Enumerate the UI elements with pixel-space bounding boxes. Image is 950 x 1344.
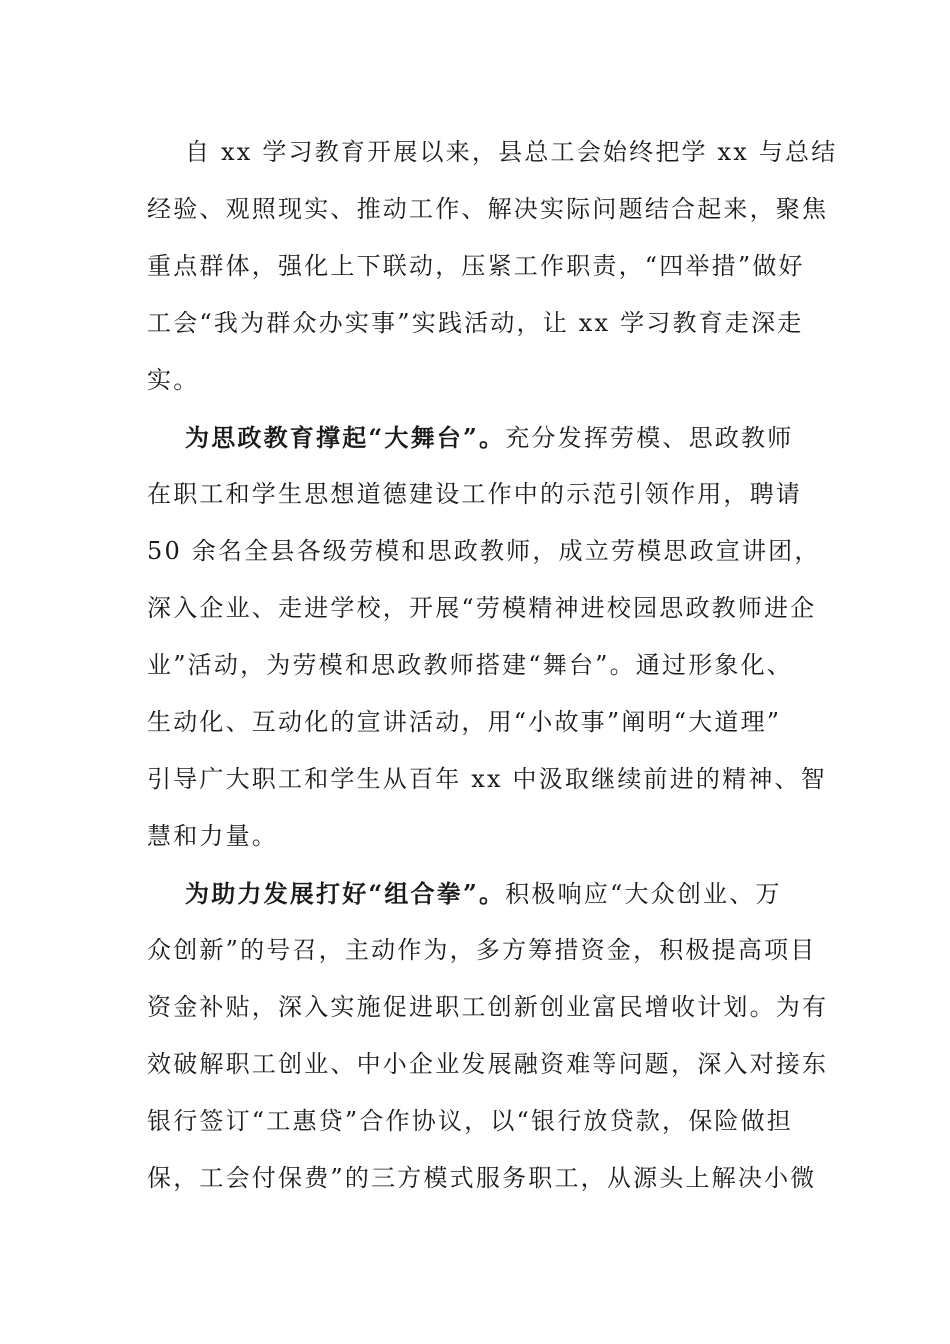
text-line [147, 409, 807, 466]
text-line: 经验、观照现实、推动工作、解决实际问题结合起来，聚焦 [147, 195, 829, 223]
text-line: 效破解职工创业、中小企业发展融资难等问题，深入对接东 [147, 1050, 829, 1078]
text-line: 在职工和学生思想道德建设工作中的示范引领作用，聘请 [147, 480, 802, 508]
paragraph-heading: 为思政教育撑起“大舞台”。 [185, 423, 506, 452]
text-span: 积极响应“大众创业、万 [505, 880, 782, 908]
text-span: 充分发挥劳模、思政教师 [505, 424, 794, 452]
text-line: 自 xx 学习教育开展以来，县总工会始终把学 xx 与总结 [185, 138, 838, 166]
text-line: 保，工会付保费”的三方模式服务职工，从源头上解决小微 [147, 1164, 817, 1192]
document-page [147, 124, 838, 1207]
text-line: 慧和力量。 [147, 822, 278, 850]
text-line: 引导广大职工和学生从百年 xx 中汲取继续前进的精神、智 [147, 765, 827, 793]
paragraph-development [147, 865, 829, 1207]
text-line: 实。 [147, 366, 200, 394]
paragraph-intro [147, 124, 838, 409]
text-line: 50 余名全县各级劳模和思政教师，成立劳模思政宣讲团， [147, 537, 821, 565]
text-line: 银行签订“工惠贷”合作协议，以“银行放贷款，保险做担 [147, 1107, 794, 1135]
text-line [147, 865, 807, 922]
text-line: 工会“我为群众办实事”实践活动，让 xx 学习教育走深走 [147, 309, 804, 337]
text-line: 业”活动，为劳模和思政教师搭建“舞台”。通过形象化、 [147, 651, 794, 679]
text-line: 众创新”的号召，主动作为，多方筹措资金，积极提高项目 [147, 936, 817, 964]
paragraph-heading: 为助力发展打好“组合拳”。 [185, 879, 506, 908]
text-line: 深入企业、走进学校，开展“劳模精神进校园思政教师进企 [147, 594, 817, 622]
text-line: 生动化、互动化的宣讲活动，用“小故事”阐明“大道理” [147, 708, 782, 736]
text-line: 重点群体，强化上下联动，压紧工作职责，“四举措”做好 [147, 252, 805, 280]
paragraph-ideology-education [147, 409, 827, 865]
text-line: 资金补贴，深入实施促进职工创新创业富民增收计划。为有 [147, 993, 829, 1021]
